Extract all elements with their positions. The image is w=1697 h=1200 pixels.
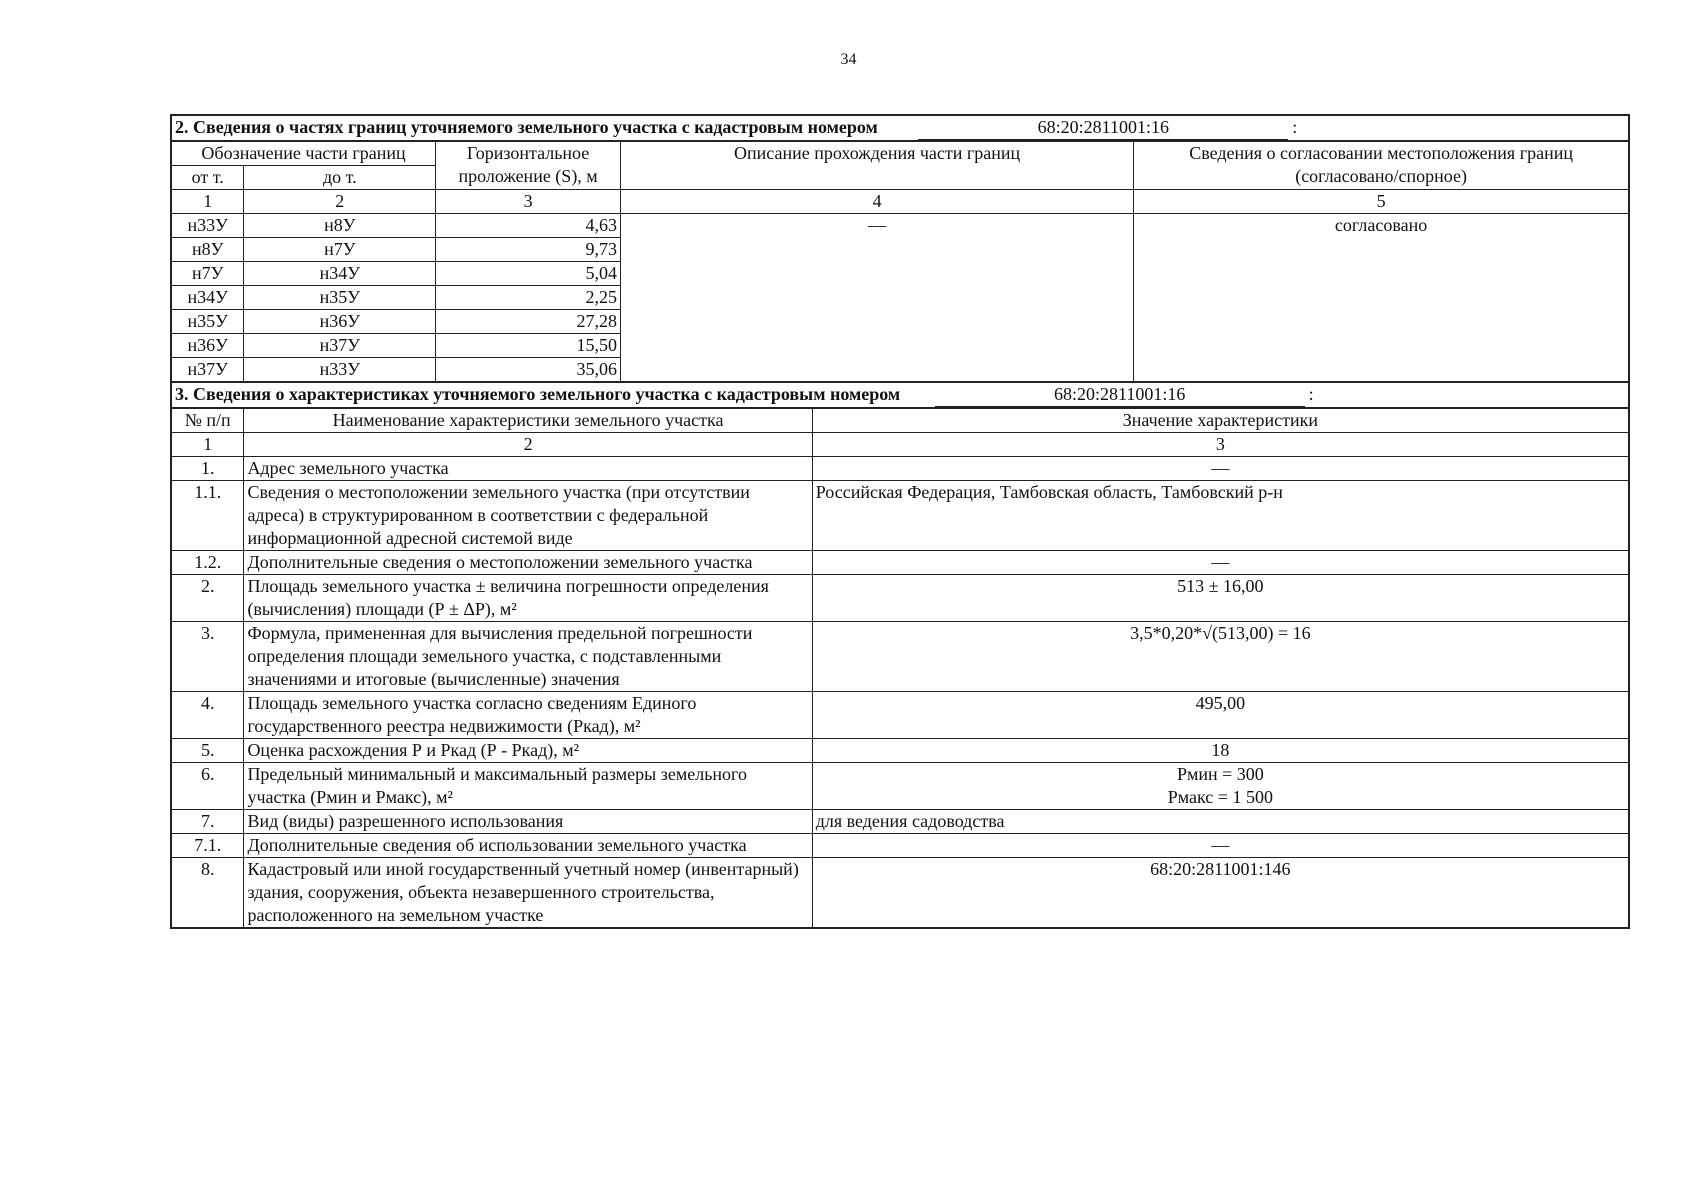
section2-title-text: 2. Сведения о частях границ уточняемого земельного участка с кадастровым номером	[175, 117, 878, 137]
row-num: 5.	[171, 739, 244, 763]
section3-title-text: 3. Сведения о характеристиках уточняемого земельного участка с кадастровым номером	[175, 384, 901, 404]
row-name: Дополнительные сведения о местоположении земельного участка	[244, 551, 812, 575]
to-point: н35У	[244, 286, 436, 310]
to-point: н7У	[244, 238, 436, 262]
table-row	[171, 214, 1629, 238]
distance: 5,04	[436, 262, 621, 286]
row-name: Предельный минимальный и максимальный размеры земельного участка (Рмин и Рмакс), м²	[244, 763, 812, 810]
row-value: —	[812, 457, 1629, 481]
row-name: Сведения о местоположении земельного участка (при отсутствии адреса) в структурированном в соответствии с федеральной информационной адресной системой виде	[244, 481, 812, 551]
row-num: 1.	[171, 457, 244, 481]
section2-colon: :	[1292, 117, 1298, 137]
from-point: н8У	[171, 238, 244, 262]
row-num: 3.	[171, 622, 244, 692]
row-num: 7.	[171, 810, 244, 834]
header-part-designation: Обозначение части границ	[171, 141, 436, 166]
section3-column-numbers	[171, 433, 1629, 457]
col-number: 2	[244, 190, 436, 214]
row-value: —	[812, 834, 1629, 858]
from-point: н35У	[171, 310, 244, 334]
col-number: 2	[244, 433, 812, 457]
row-num: 6.	[171, 763, 244, 810]
row-num: 4.	[171, 692, 244, 739]
col-number: 1	[171, 190, 244, 214]
header-name: Наименование характеристики земельного участка	[244, 408, 812, 433]
row-num: 8.	[171, 858, 244, 929]
section3-cadastral-number: 68:20:2811001:16	[935, 383, 1305, 407]
row-num: 1.1.	[171, 481, 244, 551]
row-num: 2.	[171, 575, 244, 622]
col-number: 5	[1134, 190, 1629, 214]
distance: 9,73	[436, 238, 621, 262]
header-to-point: до т.	[244, 166, 436, 190]
section2-header-row-1	[171, 141, 1629, 166]
header-num: № п/п	[171, 408, 244, 433]
section3-title	[171, 382, 1629, 408]
from-point: н37У	[171, 358, 244, 383]
section2-column-numbers	[171, 190, 1629, 214]
row-value: 513 ± 16,00	[812, 575, 1629, 622]
table-row	[171, 739, 1629, 763]
row-value: 495,00	[812, 692, 1629, 739]
col-number: 3	[436, 190, 621, 214]
row-value: —	[812, 551, 1629, 575]
row-value-min: Рмин = 300	[1176, 764, 1264, 784]
section3-colon: :	[1308, 384, 1314, 404]
row-name: Дополнительные сведения об использовании земельного участка	[244, 834, 812, 858]
row-name: Площадь земельного участка согласно сведениям Единого государственного реестра недвижимости (Ркад), м²	[244, 692, 812, 739]
distance: 35,06	[436, 358, 621, 383]
section3-title-row	[171, 382, 1629, 408]
header-horizontal-distance: Горизонтальное проложение (S), м	[436, 141, 621, 190]
row-value: 18	[812, 739, 1629, 763]
from-point: н36У	[171, 334, 244, 358]
page-number: 34	[840, 51, 857, 68]
table-row	[171, 858, 1629, 929]
row-value	[812, 763, 1629, 810]
row-name: Адрес земельного участка	[244, 457, 812, 481]
section2-title	[171, 115, 1629, 141]
to-point: н33У	[244, 358, 436, 383]
distance: 27,28	[436, 310, 621, 334]
row-value: 68:20:2811001:146	[812, 858, 1629, 929]
cadastral-table	[170, 114, 1630, 929]
from-point: н33У	[171, 214, 244, 238]
to-point: н34У	[244, 262, 436, 286]
row-value: для ведения садоводства	[812, 810, 1629, 834]
row-name: Площадь земельного участка ± величина погрешности определения (вычисления) площади (Р ± ΔР), м²	[244, 575, 812, 622]
row-value: Российская Федерация, Тамбовская область, Тамбовский р-н	[812, 481, 1629, 551]
row-name: Вид (виды) разрешенного использования	[244, 810, 812, 834]
header-agreement: Сведения о согласовании местоположения границ (согласовано/спорное)	[1134, 141, 1629, 190]
table-row	[171, 622, 1629, 692]
section2-title-row	[171, 115, 1629, 141]
from-point: н7У	[171, 262, 244, 286]
from-point: н34У	[171, 286, 244, 310]
table-row	[171, 810, 1629, 834]
row-name: Формула, примененная для вычисления предельной погрешности определения площади земельного участка, с подставленными значениями и итоговые (вычисленные) значения	[244, 622, 812, 692]
col-number: 3	[812, 433, 1629, 457]
table-row	[171, 575, 1629, 622]
table-row	[171, 481, 1629, 551]
agreement-value: согласовано	[1134, 214, 1629, 383]
table-row	[171, 692, 1629, 739]
table-row	[171, 763, 1629, 810]
table-row	[171, 551, 1629, 575]
to-point: н37У	[244, 334, 436, 358]
distance: 2,25	[436, 286, 621, 310]
row-name: Кадастровый или иной государственный учетный номер (инвентарный) здания, сооружения, объекта незавершенного строительства, расположенного на земельном участке	[244, 858, 812, 929]
row-name: Оценка расхождения Р и Ркад (Р - Ркад), м²	[244, 739, 812, 763]
row-num: 7.1.	[171, 834, 244, 858]
row-value-max: Рмакс = 1 500	[1167, 787, 1273, 807]
row-value: 3,5*0,20*√(513,00) = 16	[812, 622, 1629, 692]
section2-cadastral-number: 68:20:2811001:16	[918, 116, 1288, 140]
description-value: —	[621, 214, 1134, 383]
col-number: 1	[171, 433, 244, 457]
distance: 4,63	[436, 214, 621, 238]
to-point: н8У	[244, 214, 436, 238]
table-row	[171, 457, 1629, 481]
distance: 15,50	[436, 334, 621, 358]
header-description: Описание прохождения части границ	[621, 141, 1134, 190]
to-point: н36У	[244, 310, 436, 334]
table-row	[171, 834, 1629, 858]
header-value: Значение характеристики	[812, 408, 1629, 433]
header-from-point: от т.	[171, 166, 244, 190]
section3-header-row	[171, 408, 1629, 433]
row-num: 1.2.	[171, 551, 244, 575]
col-number: 4	[621, 190, 1134, 214]
